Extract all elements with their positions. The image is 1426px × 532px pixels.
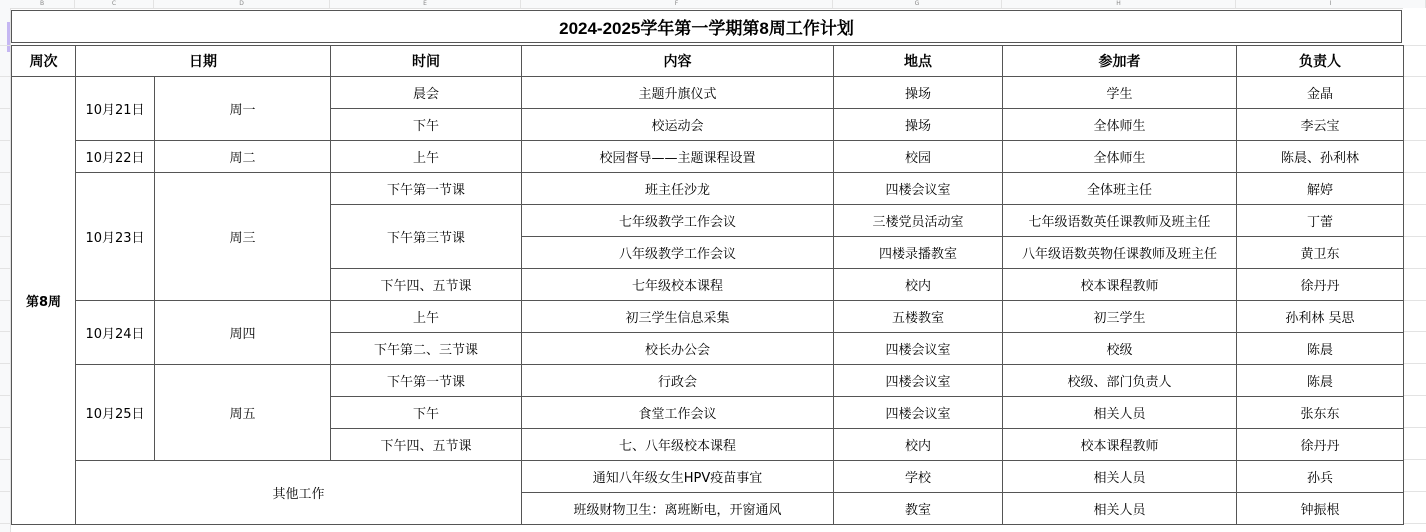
place-cell[interactable]: 三楼党员活动室 (834, 205, 1003, 237)
column-header-c[interactable]: C (75, 0, 154, 8)
header-place[interactable]: 地点 (834, 46, 1003, 77)
cell-gridline (1403, 523, 1426, 524)
row-gridline (0, 172, 10, 173)
table-row (12, 301, 1404, 333)
time-cell[interactable]: 下午 (331, 397, 522, 429)
participants-cell[interactable]: 七年级语数英任课教师及班主任 (1003, 205, 1237, 237)
content-cell[interactable]: 班主任沙龙 (522, 173, 834, 205)
date-cell[interactable]: 10月22日 (76, 141, 155, 173)
week-cell[interactable]: 第8周 (12, 77, 76, 525)
place-cell[interactable]: 四楼录播教室 (834, 237, 1003, 269)
column-header-h[interactable]: H (1002, 0, 1236, 8)
owner-cell[interactable]: 陈晨 (1237, 365, 1404, 397)
table-row (12, 461, 1404, 493)
cell-gridline (1403, 395, 1426, 396)
header-week[interactable]: 周次 (12, 46, 76, 77)
content-cell[interactable]: 校运动会 (522, 109, 834, 141)
owner-cell[interactable]: 陈晨 (1237, 333, 1404, 365)
place-cell[interactable]: 四楼会议室 (834, 333, 1003, 365)
content-cell[interactable]: 校长办公会 (522, 333, 834, 365)
content-cell[interactable]: 主题升旗仪式 (522, 77, 834, 109)
row-gridline (0, 427, 10, 428)
row-gridline (0, 459, 10, 460)
column-header-e[interactable]: E (330, 0, 521, 8)
place-cell[interactable]: 操场 (834, 77, 1003, 109)
participants-cell[interactable]: 校本课程教师 (1003, 429, 1237, 461)
participants-cell[interactable]: 八年级语数英物任课教师及班主任 (1003, 237, 1237, 269)
cell-gridline (1403, 108, 1426, 109)
table-row (12, 365, 1404, 397)
place-cell[interactable]: 校内 (834, 269, 1003, 301)
header-content[interactable]: 内容 (522, 46, 834, 77)
weekday-cell[interactable]: 周五 (155, 365, 331, 461)
content-cell[interactable]: 行政会 (522, 365, 834, 397)
owner-cell[interactable]: 黄卫东 (1237, 237, 1404, 269)
column-header-bar (0, 0, 1426, 9)
time-cell[interactable]: 下午第一节课 (331, 173, 522, 205)
place-cell[interactable]: 四楼会议室 (834, 397, 1003, 429)
row-gridline (0, 331, 10, 332)
time-cell[interactable]: 下午第二、三节课 (331, 333, 522, 365)
owner-cell[interactable]: 孙利林 吴思 (1237, 301, 1404, 333)
weekday-cell[interactable]: 周四 (155, 301, 331, 365)
time-cell[interactable]: 下午 (331, 109, 522, 141)
participants-cell[interactable]: 全体师生 (1003, 141, 1237, 173)
date-cell[interactable]: 10月21日 (76, 77, 155, 141)
cell-gridline (1403, 459, 1426, 460)
time-cell[interactable]: 下午第一节课 (331, 365, 522, 397)
row-gridline (0, 395, 10, 396)
content-cell[interactable]: 食堂工作会议 (522, 397, 834, 429)
place-cell[interactable]: 操场 (834, 109, 1003, 141)
content-cell[interactable]: 校园督导——主题课程设置 (522, 141, 834, 173)
row-selection-marker (7, 22, 10, 52)
participants-cell[interactable]: 校级、部门负责人 (1003, 365, 1237, 397)
time-cell[interactable]: 晨会 (331, 77, 522, 109)
date-cell[interactable]: 10月25日 (76, 365, 155, 461)
column-header-b[interactable]: B (10, 0, 75, 8)
table-row (12, 77, 1404, 109)
place-cell[interactable]: 校园 (834, 141, 1003, 173)
weekday-cell[interactable]: 周三 (155, 173, 331, 301)
owner-cell[interactable]: 解婷 (1237, 173, 1404, 205)
row-gridline (0, 236, 10, 237)
column-header-i[interactable]: I (1236, 0, 1426, 8)
row-gridline (0, 268, 10, 269)
time-cell[interactable]: 下午四、五节课 (331, 269, 522, 301)
content-cell[interactable]: 通知八年级女生HPV疫苗事宜 (522, 461, 834, 493)
header-date[interactable]: 日期 (76, 46, 331, 77)
place-cell[interactable]: 四楼会议室 (834, 365, 1003, 397)
cell-gridline (1403, 331, 1426, 332)
cell-gridline (1403, 363, 1426, 364)
weekday-cell[interactable]: 周二 (155, 141, 331, 173)
row-gridline (0, 523, 10, 524)
owner-cell[interactable]: 陈晨、孙利林 (1237, 141, 1404, 173)
content-cell[interactable]: 七年级校本课程 (522, 269, 834, 301)
header-owner[interactable]: 负责人 (1237, 46, 1404, 77)
cell-gridline (1403, 204, 1426, 205)
owner-cell[interactable]: 孙兵 (1237, 461, 1404, 493)
time-cell[interactable]: 下午第三节课 (331, 205, 522, 269)
time-cell[interactable]: 上午 (331, 301, 522, 333)
empty-grid-area (1403, 8, 1426, 532)
owner-cell[interactable]: 金晶 (1237, 77, 1404, 109)
participants-cell[interactable]: 校本课程教师 (1003, 269, 1237, 301)
sheet-title[interactable]: 2024-2025学年第一学期第8周工作计划 (11, 10, 1402, 43)
work-plan-table (11, 45, 1404, 525)
cell-gridline (1403, 76, 1426, 77)
table-row (12, 173, 1404, 205)
participants-cell[interactable]: 相关人员 (1003, 397, 1237, 429)
participants-cell[interactable]: 学生 (1003, 77, 1237, 109)
owner-cell[interactable]: 徐丹丹 (1237, 429, 1404, 461)
owner-cell[interactable]: 钟振根 (1237, 493, 1404, 525)
place-cell[interactable]: 四楼会议室 (834, 173, 1003, 205)
owner-cell[interactable]: 丁蕾 (1237, 205, 1404, 237)
participants-cell[interactable]: 全体师生 (1003, 109, 1237, 141)
column-header-d[interactable]: D (154, 0, 330, 8)
header-participants[interactable]: 参加者 (1003, 46, 1237, 77)
row-gridline (0, 491, 10, 492)
cell-gridline (1403, 491, 1426, 492)
date-cell[interactable]: 10月23日 (76, 173, 155, 301)
cell-gridline (1403, 45, 1426, 46)
row-gridline (0, 45, 10, 46)
owner-cell[interactable]: 张东东 (1237, 397, 1404, 429)
participants-cell[interactable]: 相关人员 (1003, 493, 1237, 525)
participants-cell[interactable]: 校级 (1003, 333, 1237, 365)
place-cell[interactable]: 教室 (834, 493, 1003, 525)
weekday-cell[interactable]: 周一 (155, 77, 331, 141)
row-gridline (0, 140, 10, 141)
row-gridline (0, 300, 10, 301)
cell-gridline (1403, 268, 1426, 269)
row-gridline (0, 204, 10, 205)
content-cell[interactable]: 八年级教学工作会议 (522, 237, 834, 269)
column-header-f[interactable]: F (521, 0, 833, 8)
cell-gridline (1403, 140, 1426, 141)
other-work-cell[interactable]: 其他工作 (76, 461, 522, 525)
date-cell[interactable]: 10月24日 (76, 301, 155, 365)
header-time[interactable]: 时间 (331, 46, 522, 77)
column-header-g[interactable]: G (833, 0, 1002, 8)
time-cell[interactable]: 下午四、五节课 (331, 429, 522, 461)
row-gridline (0, 108, 10, 109)
header-row (12, 46, 1404, 77)
row-gridline (0, 76, 10, 77)
content-cell[interactable]: 班级财物卫生：离班断电，开窗通风 (522, 493, 834, 525)
place-cell[interactable]: 学校 (834, 461, 1003, 493)
cell-gridline (1403, 427, 1426, 428)
participants-cell[interactable]: 相关人员 (1003, 461, 1237, 493)
place-cell[interactable]: 校内 (834, 429, 1003, 461)
content-cell[interactable]: 七年级教学工作会议 (522, 205, 834, 237)
table-row (12, 141, 1404, 173)
time-cell[interactable]: 上午 (331, 141, 522, 173)
owner-cell[interactable]: 李云宝 (1237, 109, 1404, 141)
cell-gridline (1403, 300, 1426, 301)
owner-cell[interactable]: 徐丹丹 (1237, 269, 1404, 301)
cell-gridline (1403, 236, 1426, 237)
participants-cell[interactable]: 初三学生 (1003, 301, 1237, 333)
row-gridline (0, 363, 10, 364)
row-header-bar (0, 8, 11, 532)
content-cell[interactable]: 初三学生信息采集 (522, 301, 834, 333)
participants-cell[interactable]: 全体班主任 (1003, 173, 1237, 205)
cell-gridline (1403, 172, 1426, 173)
content-cell[interactable]: 七、八年级校本课程 (522, 429, 834, 461)
place-cell[interactable]: 五楼教室 (834, 301, 1003, 333)
